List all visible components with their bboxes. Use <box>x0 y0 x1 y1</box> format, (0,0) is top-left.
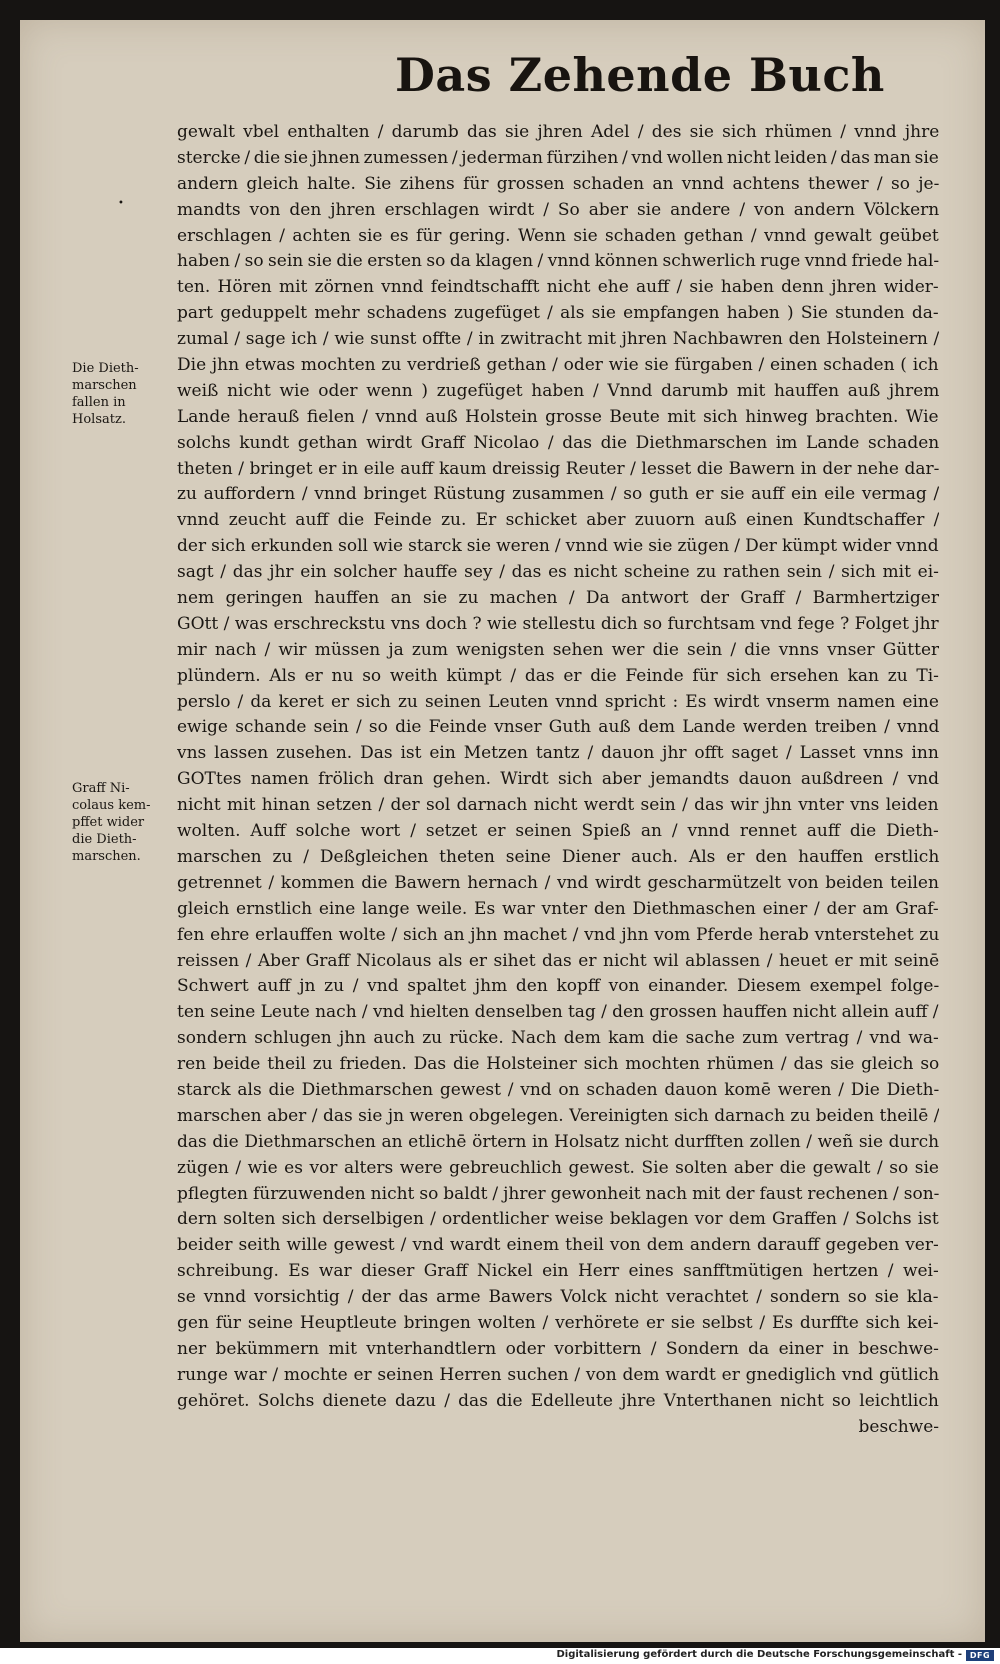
text-line: nicht mit hinan setzen / der sol darnach nicht werdt sein / das wir jhn vnter vns leiden <box>177 795 939 816</box>
text-line: zügen / wie es vor alters were gebreuchlich gewest. Sie solten aber die gewalt / so sie <box>177 1157 939 1178</box>
text-line: plündern. Als er nu so weith kümpt / das er die Feinde für sich ersehen kan zu Ti- <box>177 665 939 686</box>
footer-bar <box>0 1648 1000 1664</box>
text-line: sondern schlugen jhn auch zu rücke. Nach dem kam die sache zum vertrag / vnd wa- <box>177 1028 939 1049</box>
text-line: der sich erkunden soll wie starck sie weren / vnnd wie sie zügen / Der kümpt wider vnnd <box>177 536 939 557</box>
margin-note-line: Die Dieth- <box>72 361 139 376</box>
text-line: fen ehre erlauffen wolte / sich an jhn machet / vnd jhn vom Pferde herab vnterstehet zu <box>177 924 939 945</box>
text-line: mandts von den jhren erschlagen wirdt / So aber sie andere / von andern Völckern <box>177 199 939 220</box>
text-line: gehöret. Solchs dienete dazu / das die Edelleute jhre Vnterthanen nicht so leichtlich <box>177 1390 939 1411</box>
text-line: vns lassen zusehen. Das ist ein Metzen tantz / dauon jhr offt saget / Lasset vnns inn <box>177 743 939 764</box>
text-line: perslo / da keret er sich zu seinen Leuten vnnd spricht : Es wirdt vnserm namen eine <box>177 691 939 712</box>
footer-credit: Digitalisierung gefördert durch die Deutsche Forschungsgemeinschaft - <box>556 1649 962 1660</box>
text-line: runge war / mochte er seinen Herren suchen / von dem wardt er gnediglich vnd gütlich <box>177 1364 939 1385</box>
text-line: schreibung. Es war dieser Graff Nickel ein Herr eines sanfftmütigen hertzen / wei- <box>177 1261 939 1282</box>
text-line: nem geringen hauffen an sie zu machen / Da antwort der Graff / Barmhertziger <box>177 588 939 609</box>
margin-note-line: colaus kem- <box>72 798 151 813</box>
margin-note-line: pffet wider <box>72 815 145 830</box>
text-line: wolten. Auff solche wort / setzet er seinen Spieß an / vnnd rennet auff die Dieth- <box>177 821 939 842</box>
text-line: das die Diethmarschen an etlichē örtern in Holsatz nicht durfften zollen / weñ sie durch <box>177 1131 939 1152</box>
text-line: ten seine Leute nach / vnd hielten denselben tag / den grossen hauffen nicht allein auff / <box>177 1002 939 1023</box>
text-line: pflegten fürzuwenden nicht so baldt / jhrer gewonheit nach mit der faust rechenen / son- <box>177 1183 939 1204</box>
page-header-title: Das Zehende Buch <box>395 48 885 102</box>
text-line: ner bekümmern mit vnterhandtlern oder vorbittern / Sondern da einer in beschwe- <box>177 1338 939 1359</box>
margin-note-line: Holsatz. <box>72 412 126 427</box>
text-line: ten. Hören mit zörnen vnnd feindtschafft nicht ehe auff / sie haben denn jhren wider- <box>177 277 939 298</box>
text-line: zumal / sage ich / wie sunst offte / in zwitracht mit jhren Nachbawren den Holsteinern / <box>177 329 939 350</box>
margin-note-line: marschen. <box>72 849 141 864</box>
text-line: se vnnd vorsichtig / der das arme Bawers Volck nicht verachtet / sondern so sie kla- <box>177 1287 939 1308</box>
catchword: beschwe- <box>858 1416 939 1437</box>
text-line: marschen aber / das sie jn weren obgelegen. Vereinigten sich darnach zu beiden theilē / <box>177 1105 939 1126</box>
text-line: stercke / die sie jhnen zumessen / jederman fürzihen / vnd wollen nicht leiden / das man sie <box>177 147 939 168</box>
text-line: theten / bringet er in eile auff kaum dreissig Reuter / lesset die Bawern in der nehe dar- <box>177 458 939 479</box>
text-line: solchs kundt gethan wirdt Graff Nicolao / das die Diethmarschen im Lande schaden <box>177 432 939 453</box>
text-line: GOTtes namen frölich dran gehen. Wirdt sich aber jemandts dauon außdreen / vnd <box>177 769 939 790</box>
text-line: weiß nicht wie oder wenn ) zugefüget haben / Vnnd darumb mit hauffen auß jhrem <box>177 380 939 401</box>
text-line: gewalt vbel enthalten / darumb das sie jhren Adel / des sie sich rhümen / vnnd jhre <box>177 122 939 142</box>
text-line: gen für seine Heuptleute bringen wolten / verhörete er sie selbst / Es durffte sich kei- <box>177 1312 939 1333</box>
margin-note-line: marschen <box>72 378 137 393</box>
text-line: Schwert auff jn zu / vnd spaltet jhm den kopff von einander. Diesem exempel folge- <box>177 976 939 997</box>
margin-note-line: die Dieth- <box>72 832 137 847</box>
text-line: ewige schande sein / so die Feinde vnser Guth auß dem Lande werden treiben / vnnd <box>177 717 939 738</box>
text-line: dern solten sich derselbigen / ordentlicher weise beklagen vor dem Graffen / Solchs ist <box>177 1209 939 1230</box>
text-line: vnnd zeucht auff die Feinde zu. Er schicket aber zuuorn auß einen Kundtschaffer / <box>177 510 939 531</box>
margin-note-line: Graff Ni- <box>72 781 130 796</box>
text-line: getrennet / kommen die Bawern hernach / vnd wirdt gescharmützelt von beiden teilen <box>177 872 939 893</box>
text-line: starck als die Diethmarschen gewest / vnd on schaden dauon komē weren / Die Dieth- <box>177 1079 939 1100</box>
text-line: gleich ernstlich eine lange weile. Es war vnter den Diethmaschen einer / der am Graf- <box>177 898 939 919</box>
margin-note-line: fallen in <box>72 395 126 410</box>
body-text <box>177 120 939 1440</box>
text-line: Die jhn etwas mochten zu verdrieß gethan / oder wie sie fürgaben / einen schaden ( ich <box>177 355 939 376</box>
margin-note-count-nicolaus-fights <box>72 780 167 865</box>
text-line: erschlagen / achten sie es für gering. Wenn sie schaden gethan / vnnd gewalt geübet <box>177 225 939 246</box>
margin-dot-mark: • <box>118 198 124 209</box>
text-line: GOtt / was erschreckstu vns doch ? wie stellestu dich so furchtsam vnd fege ? Folget jhr <box>177 613 939 634</box>
text-line: marschen zu / Deßgleichen theten seine Diener auch. Als er den hauffen erstlich <box>177 846 939 867</box>
text-line: mir nach / wir müssen ja zum wenigsten sehen wer die sein / die vnns vnser Gütter <box>177 639 939 660</box>
text-line: reissen / Aber Graff Nicolaus als er sihet das er nicht wil ablassen / heuet er mit seinē <box>177 950 939 971</box>
text-line: sagt / das jhr ein solcher hauffe sey / das es nicht scheine zu rathen sein / sich mit ei- <box>177 562 939 583</box>
text-line: beider seith wille gewest / vnd wardt einem theil von dem andern darauff gegeben ver- <box>177 1235 939 1256</box>
dfg-logo: DFG <box>966 1650 994 1661</box>
text-line: haben / so sein sie die ersten so da klagen / vnnd können schwerlich ruge vnnd friede hal- <box>177 251 939 272</box>
text-line: Lande herauß fielen / vnnd auß Holstein grosse Beute mit sich hinweg brachten. Wie <box>177 406 939 427</box>
margin-note-dithmarschen-invade <box>72 360 167 428</box>
text-line: andern gleich halte. Sie zihens für grossen schaden an vnnd achtens thewer / so je- <box>177 173 939 194</box>
text-line: zu auffordern / vnnd bringet Rüstung zusammen / so guth er sie auff ein eile vermag / <box>177 484 939 505</box>
text-line: ren beide theil zu frieden. Das die Holsteiner sich mochten rhümen / das sie gleich so <box>177 1054 939 1075</box>
text-line: part geduppelt mehr schadens zugefüget / als sie empfangen haben ) Sie stunden da- <box>177 303 939 324</box>
